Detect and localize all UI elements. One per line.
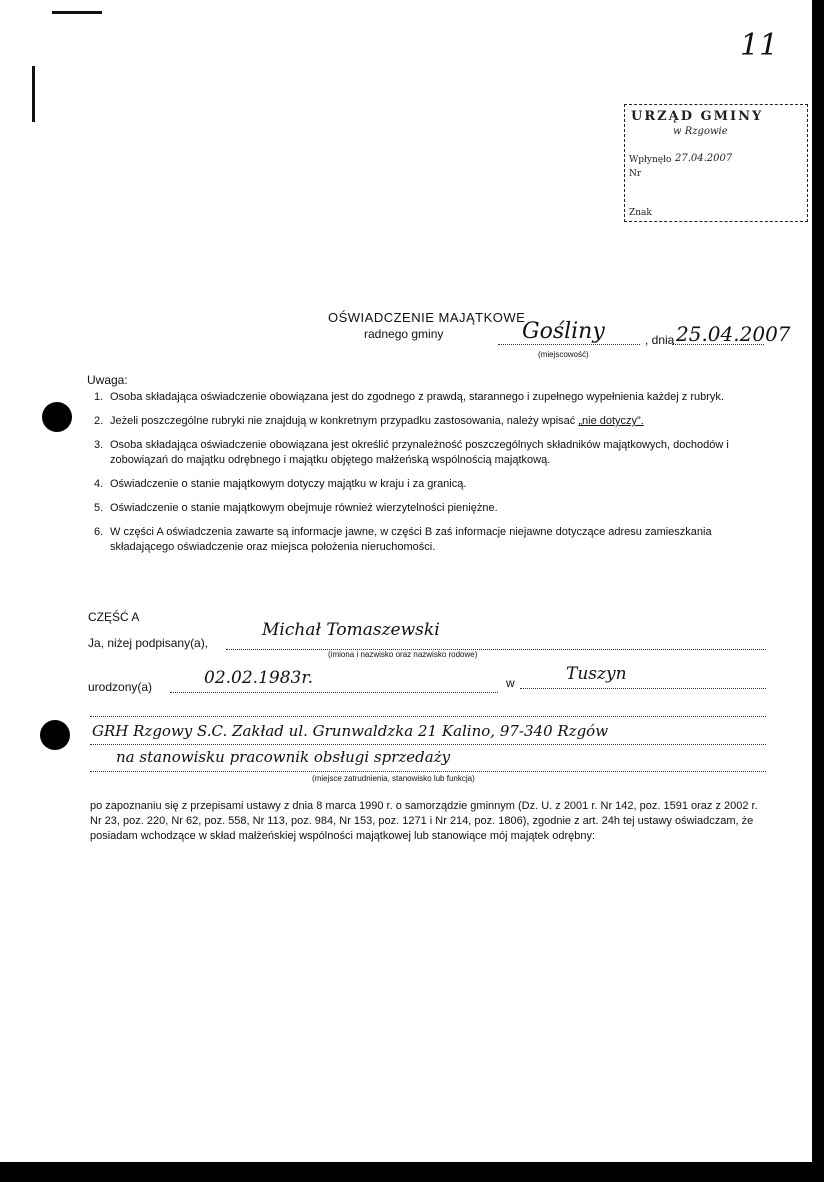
document-title: OŚWIADCZENIE MAJĄTKOWE	[328, 310, 526, 325]
note-number: 5.	[94, 502, 104, 514]
date-value: 25.04.2007	[676, 322, 791, 346]
workplace-caption: (miejsce zatrudnienia, stanowisko lub funkcja)	[312, 774, 475, 783]
born-date-line	[170, 692, 498, 693]
note-emphasis: „nie dotyczy”.	[578, 415, 644, 427]
workplace-line-top	[90, 716, 766, 717]
note-text: Oświadczenie o stanie majątkowym dotyczy majątku w kraju i za granicą.	[110, 478, 467, 490]
workplace-line-bottom	[90, 771, 766, 772]
place-caption: (miejscowość)	[538, 350, 589, 359]
note-text: Osoba składająca oświadczenie obowiązana jest do zgodnego z prawdą, starannego i zupełnego wypełnienia każdej z rubryk.	[110, 391, 724, 403]
note-item	[92, 477, 772, 492]
name-value: Michał Tomaszewski	[262, 620, 440, 640]
scan-mark-top	[52, 11, 102, 14]
workplace-value-line1: GRH Rzgowy S.C. Zakład ul. Grunwaldzka 21 Kalino, 97-340 Rzgów	[92, 722, 609, 740]
note-item	[92, 438, 772, 468]
date-line	[672, 344, 764, 345]
note-text: Jeżeli poszczególne rubryki nie znajdują w konkretnym przypadku zastosowania, należy wpisać	[110, 415, 576, 427]
born-place: Tuszyn	[566, 664, 627, 684]
note-item	[92, 501, 772, 516]
statement-paragraph: po zapoznaniu się z przepisami ustawy z dnia 8 marca 1990 r. o samorządzie gminnym (Dz. U. z 2001 r. Nr 142, poz. 1591 oraz z 2002 r. Nr 23, poz. 220, Nr 62, poz. 558, Nr 113, poz. 984, Nr 153, poz. 1271 i Nr 214, poz. 1806), zgodnie z art. 24h tej ustawy oświadczam, że posiadam wchodzące w skład małżeńskiej wspólności majątkowej lub stanowiące mój majątek odrębny:	[90, 800, 758, 842]
born-place-line	[520, 688, 766, 689]
name-line	[226, 649, 766, 650]
note-number: 2.	[94, 415, 104, 427]
place-value: Gośliny	[522, 319, 605, 344]
note-item	[92, 525, 772, 555]
note-number: 3.	[94, 439, 104, 451]
signed-label: Ja, niżej podpisany(a),	[88, 636, 209, 650]
stamp-received-label: Wpłynęło	[629, 155, 672, 165]
stamp-sign-label: Znak	[629, 208, 652, 218]
note-text: Osoba składająca oświadczenie obowiązana jest określić przynależność poszczególnych składników majątkowych, dochodów i zobowiązań do majątku odrębnego i majątku objętego małżeńską wspólnością majątkową.	[110, 439, 729, 466]
scan-edge-bottom	[0, 1162, 824, 1182]
in-label: w	[506, 676, 515, 690]
stamp-received-date: 27.04.2007	[675, 153, 733, 164]
note-text: Oświadczenie o stanie majątkowym obejmuje również wierzytelności pieniężne.	[110, 502, 498, 514]
office-stamp	[624, 104, 808, 222]
notes-heading: Uwaga:	[87, 373, 128, 387]
note-number: 6.	[94, 526, 104, 538]
scan-edge-right	[812, 0, 824, 1182]
page-number: 11	[740, 28, 779, 63]
born-date: 02.02.1983r.	[204, 668, 313, 688]
punch-hole-top	[42, 402, 72, 432]
note-text: W części A oświadczenia zawarte są informacje jawne, w części B zaś informacje niejawne dotyczące adresu zamieszkania składającego oświadczenie oraz miejsca położenia nieruchomości.	[110, 526, 712, 553]
name-caption: (imiona i nazwisko oraz nazwisko rodowe)	[328, 650, 478, 659]
stamp-office: URZĄD GMINY	[631, 109, 764, 124]
note-item	[92, 414, 772, 429]
notes-list	[92, 390, 772, 564]
date-label: , dnia	[645, 333, 675, 347]
note-number: 4.	[94, 478, 104, 490]
note-number: 1.	[94, 391, 104, 403]
stamp-location: w Rzgowie	[673, 126, 728, 137]
place-line	[498, 344, 640, 345]
part-a-heading: CZĘŚĆ A	[88, 610, 140, 624]
born-label: urodzony(a)	[88, 680, 153, 694]
scan-mark-left	[32, 66, 35, 122]
workplace-line-mid	[90, 744, 766, 745]
document-subtitle: radnego gminy	[364, 327, 444, 341]
workplace-value-line2: na stanowisku pracownik obsługi sprzedaży	[116, 748, 451, 766]
stamp-number-label: Nr	[629, 169, 642, 179]
punch-hole-bottom	[40, 720, 70, 750]
note-item	[92, 390, 772, 405]
